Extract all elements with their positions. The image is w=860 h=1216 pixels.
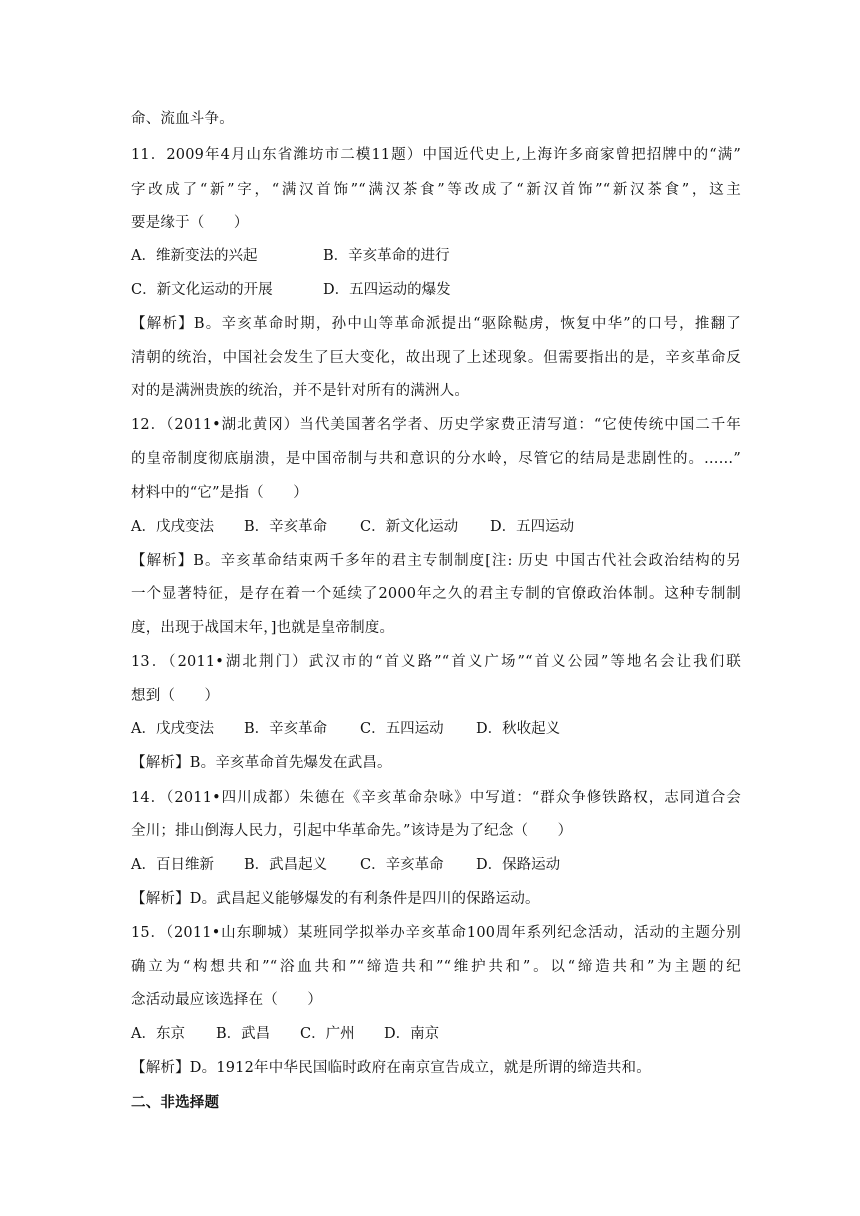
option-b: B．辛亥革命的进行: [323, 248, 450, 264]
question-11-stem: 11．2009年4月山东省潍坊市二模11题）中国近代史上,上海许多商家曾把招牌中的“满”: [131, 147, 741, 163]
option-a: A．维新变法的兴起: [131, 248, 258, 264]
question-11-options-row-2: [131, 280, 451, 300]
option-d: D．保路运动: [476, 857, 561, 873]
option-c: C．五四运动: [360, 721, 444, 737]
answer-analysis-13: 【解析】B。辛亥革命首先爆发在武昌。: [131, 755, 392, 771]
option-a: A．戊戌变法: [131, 721, 214, 737]
option-b: B．辛亥革命: [244, 519, 328, 535]
text-line: 全川；排山倒海人民力，引起中华革命先。”该诗是为了纪念（ ）: [131, 823, 573, 839]
option-d: D．五四运动: [490, 519, 575, 535]
text-line: 想到（ ）: [131, 688, 220, 704]
text-line: 要是缘于（ ）: [131, 215, 249, 231]
option-b: B．武昌: [216, 1026, 271, 1042]
answer-analysis-15: 【解析】D。1912年中华民国临时政府在南京宣告成立，就是所谓的缔造共和。: [131, 1060, 651, 1076]
question-12-stem: 12．（2011•湖北黄冈）当代美国著名学者、历史学家费正清写道：“它使传统中国二千年: [131, 417, 741, 433]
text-line: 念活动最应该选择在（ ）: [131, 992, 323, 1008]
text-line: 材料中的“它”是指（ ）: [131, 485, 308, 501]
option-c: C．新文化运动: [360, 519, 459, 535]
question-15-options: [131, 1024, 439, 1044]
section-heading: 二、非选择题: [131, 1094, 220, 1111]
option-d: D．秋收起义: [476, 721, 561, 737]
option-a: A．百日维新: [131, 857, 214, 873]
option-c: C．辛亥革命: [360, 857, 444, 873]
option-c: C．新文化运动的开展: [131, 282, 273, 298]
question-14-options: [131, 855, 560, 875]
text-line: 一个显著特征，是存在着一个延续了2000年之久的君主专制的官僚政治体制。这种专制制: [131, 586, 741, 602]
text-line: 确立为“构想共和”“浴血共和”“缔造共和”“维护共和”。以“缔造共和”为主题的纪: [131, 959, 741, 975]
answer-analysis-11: 【解析】B。辛亥革命时期，孙中山等革命派提出“驱除鞑虏，恢复中华”的口号，推翻了: [131, 316, 741, 332]
text-line: 命、流血斗争。: [131, 111, 234, 127]
option-d: D．南京: [384, 1026, 440, 1042]
text-line: 的皇帝制度彻底崩溃，是中国帝制与共和意识的分水岭，尽管它的结局是悲剧性的。……”: [131, 451, 741, 467]
answer-analysis-12: 【解析】B。辛亥革命结束两千多年的君主专制制度[注: 历史 中国古代社会政治结构的另: [131, 553, 741, 569]
option-d: D．五四运动的爆发: [323, 282, 451, 298]
text-line: 对的是满洲贵族的统治，并不是针对所有的满洲人。: [131, 383, 470, 399]
question-13-options: [131, 719, 560, 739]
answer-analysis-14: 【解析】D。武昌起义能够爆发的有利条件是四川的保路运动。: [131, 891, 540, 907]
option-a: A．东京: [131, 1026, 185, 1042]
text-line: 清朝的统治，中国社会发生了巨大变化，故出现了上述现象。但需要指出的是，辛亥革命反: [131, 350, 741, 366]
question-14-stem: 14．（2011•四川成都）朱德在《辛亥革命杂咏》中写道：“群众争修铁路权，志同道合会: [131, 790, 741, 806]
question-12-options: [131, 517, 574, 537]
option-c: C．广州: [300, 1026, 355, 1042]
option-a: A．戊戌变法: [131, 519, 214, 535]
text-line: 度，出现于战国末年，]也就是皇帝制度。: [131, 620, 395, 636]
option-b: B．辛亥革命: [244, 721, 328, 737]
question-13-stem: 13．（2011•湖北荆门）武汉市的“首义路”“首义广场”“首义公园”等地名会让我们联: [131, 654, 741, 670]
question-11-options-row-1: [131, 246, 450, 266]
question-15-stem: 15．（2011•山东聊城）某班同学拟举办辛亥革命100周年系列纪念活动，活动的主题分别: [131, 925, 741, 941]
text-line: 字改成了“新”字，“满汉首饰”“满汉茶食”等改成了“新汉首饰”“新汉茶食”，这主: [131, 182, 741, 198]
option-b: B．武昌起义: [244, 857, 328, 873]
